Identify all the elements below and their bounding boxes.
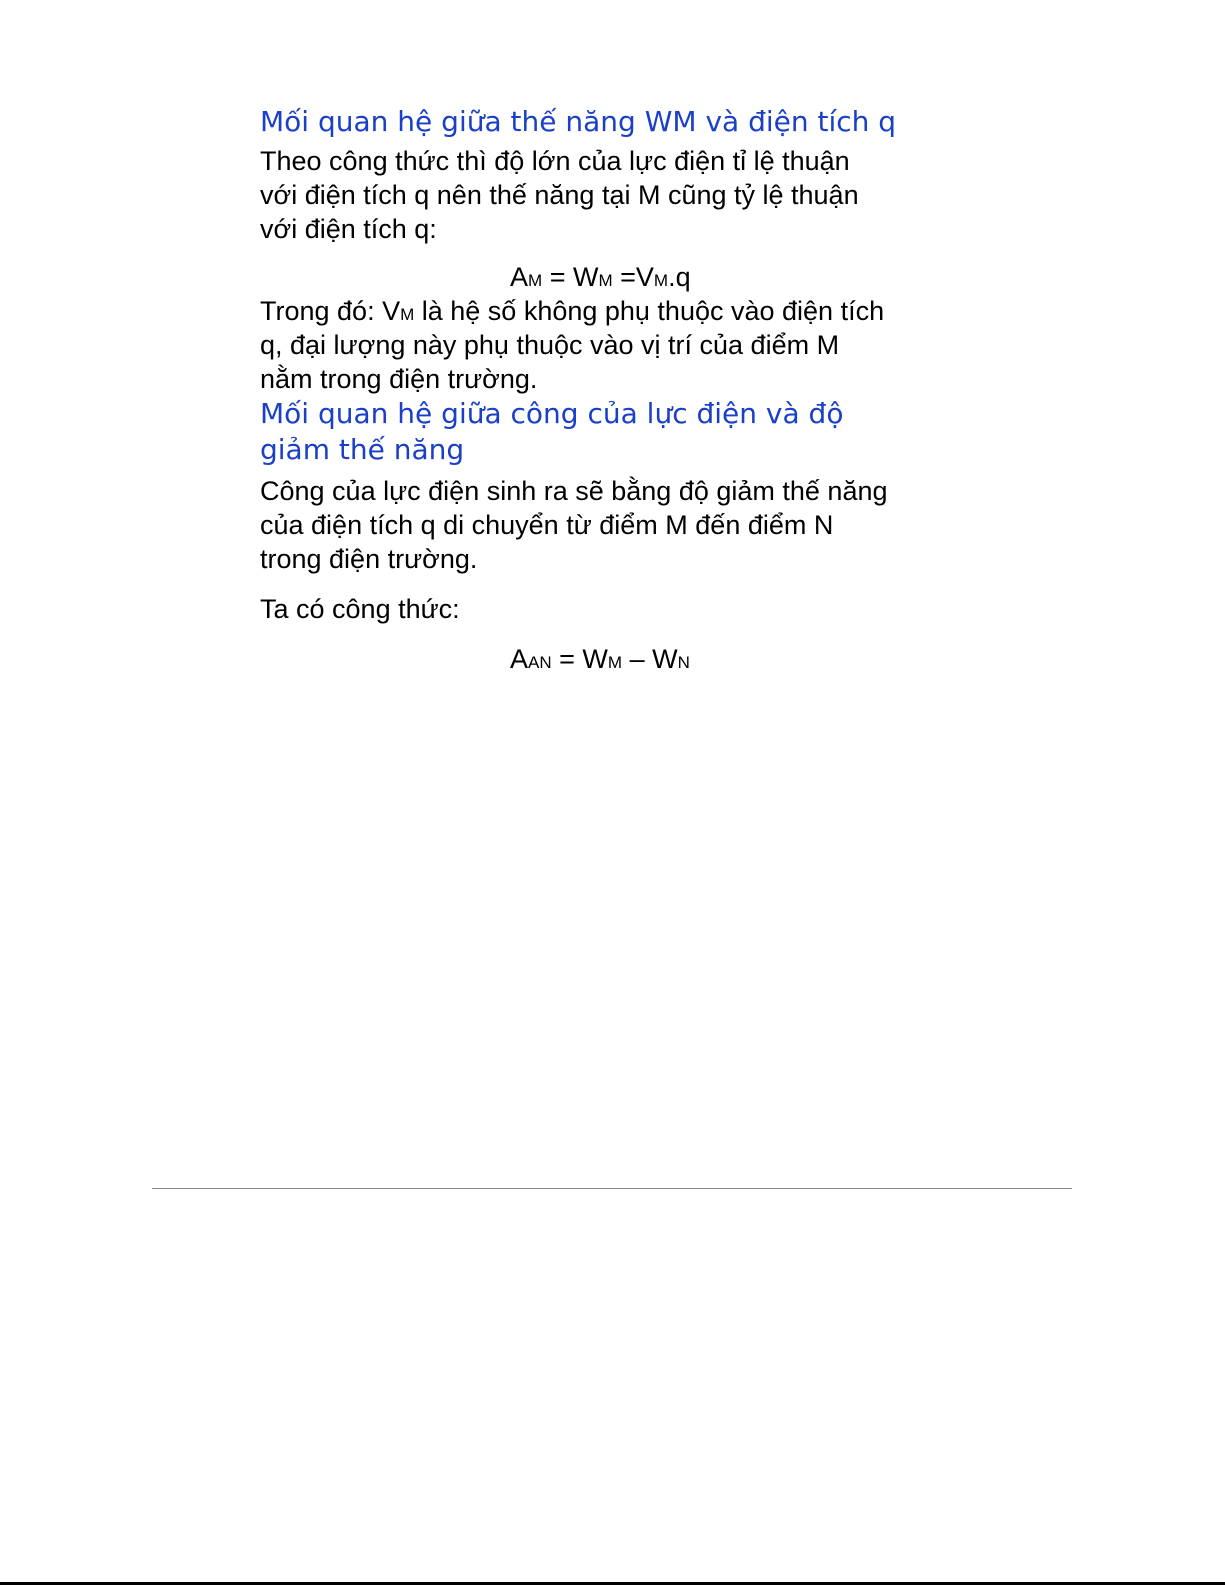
formula-subscript: M — [598, 271, 613, 290]
formula-work-difference — [260, 642, 980, 676]
formula-part: =V — [612, 262, 654, 292]
paragraph-1 — [260, 144, 980, 246]
explanation-paragraph — [260, 294, 980, 396]
formula-part: .q — [668, 262, 691, 292]
text-part: Trong đó: V — [260, 296, 401, 326]
paragraph-line: với điện tích q nên thế năng tại M cũng tỷ lệ thuận — [260, 180, 859, 210]
section-heading-2 — [260, 396, 980, 468]
formula-part: A — [510, 644, 529, 674]
formula-subscript: M — [400, 305, 415, 324]
heading-line: Mối quan hệ giữa công của lực điện và độ — [260, 397, 844, 430]
formula-part: – W — [622, 644, 678, 674]
paragraph-2 — [260, 474, 980, 576]
document-body — [260, 104, 980, 676]
heading-line: giảm thế năng — [260, 433, 465, 466]
formula-part: = W — [542, 262, 599, 292]
paragraph-line: q, đại lượng này phụ thuộc vào vị trí của điểm M — [260, 330, 840, 360]
formula-subscript: N — [677, 653, 690, 672]
formula-subscript: AN — [528, 653, 552, 672]
paragraph-line: Theo công thức thì độ lớn của lực điện tỉ lệ thuận — [260, 146, 850, 176]
formula-part: A — [510, 262, 529, 292]
paragraph-line — [260, 294, 980, 328]
formula-intro: Ta có công thức: — [260, 594, 460, 624]
formula-subscript: M — [528, 271, 543, 290]
text-part: là hệ số không phụ thuộc vào điện tích — [414, 296, 885, 326]
paragraph-line: của điện tích q di chuyển từ điểm M đến điểm N — [260, 510, 834, 540]
formula-part: = W — [551, 644, 608, 674]
paragraph-line: với điện tích q: — [260, 214, 437, 244]
formula-work-potential — [260, 260, 980, 294]
formula-subscript: M — [607, 653, 623, 672]
section-heading-1: Mối quan hệ giữa thế năng WM và điện tích q — [260, 105, 897, 138]
paragraph-line: trong điện trường. — [260, 544, 478, 574]
page-divider — [152, 1188, 1072, 1189]
paragraph-line: nằm trong điện trường. — [260, 364, 538, 394]
formula-subscript: M — [653, 271, 669, 290]
paragraph-line: Công của lực điện sinh ra sẽ bằng độ giảm thế năng — [260, 476, 888, 506]
